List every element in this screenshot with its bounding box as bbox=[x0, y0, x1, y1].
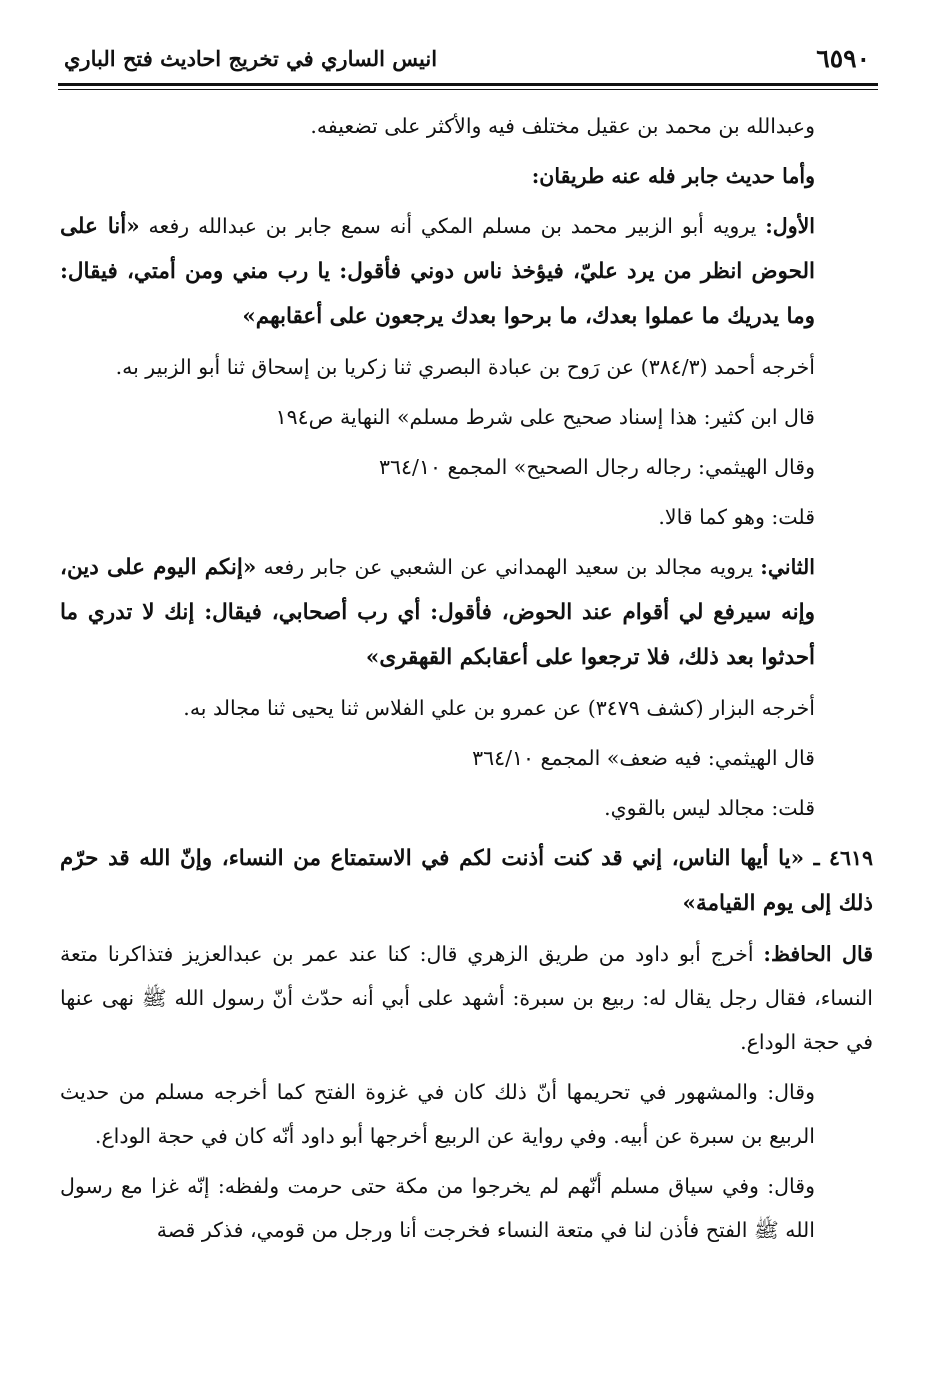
paragraph-text: قلت: مجالد ليس بالقوي. bbox=[604, 796, 815, 820]
paragraph-11 bbox=[60, 786, 873, 830]
paragraph-text: وقال: والمشهور في تحريمها أنّ ذلك كان في غزوة الفتح كما أخرجه مسلم من حديث الربيع بن سبرة عن أبيه. وفي رواية عن الربيع أخرجها أبو داود أنّه كان في حجة الوداع. bbox=[60, 1080, 815, 1148]
header-rule bbox=[58, 83, 878, 86]
paragraph-text: قلت: وهو كما قالا. bbox=[658, 505, 815, 529]
paragraph-13 bbox=[60, 932, 873, 1064]
paragraph-9 bbox=[60, 686, 873, 730]
paragraph-text: أخرجه البزار (كشف ٣٤٧٩) عن عمرو بن علي الفلاس ثنا يحيى ثنا مجالد به. bbox=[183, 696, 815, 720]
hadith-entry bbox=[60, 836, 873, 926]
paragraph-text: يرويه أبو الزبير محمد بن مسلم المكي أنه سمع جابر بن عبدالله رفعه bbox=[139, 214, 766, 238]
paragraph-10 bbox=[60, 736, 873, 780]
book-title: انيس الساري في تخريج احاديث فتح الباري bbox=[64, 46, 438, 71]
hadith-quote: «إنكم اليوم على دين، وإنه سيرفع لي أقوام عند الحوض، فأقول: أي رب أصحابي، فيقال: إنك لا تدري ما أحدثوا بعد ذلك، فلا ترجعوا على أعقابكم القهقرى» bbox=[60, 555, 815, 670]
page-body bbox=[60, 104, 873, 1258]
paragraph-2 bbox=[60, 154, 873, 198]
paragraph-1 bbox=[60, 104, 873, 148]
paragraph-5 bbox=[60, 395, 873, 439]
hadith-number: ٤٦١٩ ـ bbox=[813, 846, 873, 870]
paragraph-6 bbox=[60, 445, 873, 489]
hadith-quote: «أنا على الحوض انظر من يرد عليّ، فيؤخذ ناس دوني فأقول: يا رب مني ومن أمتي، فيقال: وما يدريك ما عملوا بعدك، ما برحوا بعدك يرجعون على أعقابهم» bbox=[60, 214, 815, 329]
page-header bbox=[58, 38, 878, 82]
hadith-quote: «يا أيها الناس، إني قد كنت أذنت لكم في الاستمتاع من النساء، وإنّ الله قد حرّم ذلك إلى يوم القيامة» bbox=[60, 846, 873, 916]
paragraph-lead: قال الحافظ: bbox=[763, 942, 873, 966]
paragraph-text: يرويه مجالد بن سعيد الهمداني عن الشعبي عن جابر رفعه bbox=[256, 555, 761, 579]
paragraph-text: قال ابن كثير: هذا إسناد صحيح على شرط مسلم» النهاية ص١٩٤ bbox=[275, 405, 815, 429]
paragraph-lead: الثاني: bbox=[760, 555, 815, 579]
paragraph-4 bbox=[60, 345, 873, 389]
paragraph-text: أخرجه أحمد (٣٨٤/٣) عن رَوح بن عبادة البصري ثنا زكريا بن إسحاق ثنا أبو الزبير به. bbox=[115, 355, 815, 379]
paragraph-15 bbox=[60, 1164, 873, 1252]
paragraph-7 bbox=[60, 495, 873, 539]
paragraph-14 bbox=[60, 1070, 873, 1158]
paragraph-text: قال الهيثمي: فيه ضعف» المجمع ٣٦٤/١٠ bbox=[472, 746, 815, 770]
paragraph-lead: الأول: bbox=[765, 214, 815, 238]
paragraph-text: وقال الهيثمي: رجاله رجال الصحيح» المجمع ٣٦٤/١٠ bbox=[379, 455, 815, 479]
page-number: ٦٥٩٠ bbox=[816, 44, 870, 73]
paragraph-3 bbox=[60, 204, 873, 339]
paragraph-8 bbox=[60, 545, 873, 680]
section-heading: وأما حديث جابر فله عنه طريقان: bbox=[531, 164, 815, 188]
paragraph-text: وقال: وفي سياق مسلم أنّهم لم يخرجوا من مكة حتى حرمت ولفظه: إنّه غزا مع رسول الله ﷺ الفتح فأذن لنا في متعة النساء فخرجت أنا ورجل من قومي، فذكر قصة bbox=[60, 1174, 815, 1242]
paragraph-text: وعبدالله بن محمد بن عقيل مختلف فيه والأكثر على تضعيفه. bbox=[310, 114, 815, 138]
paragraph-text: أخرج أبو داود من طريق الزهري قال: كنا عند عمر بن عبدالعزيز فتذاكرنا متعة النساء، فقال رجل يقال له: ربيع بن سبرة: أشهد على أبي أنه حدّث أنّ رسول الله ﷺ نهى عنها في حجة الوداع. bbox=[60, 942, 873, 1054]
header-rule-thin bbox=[58, 89, 878, 90]
